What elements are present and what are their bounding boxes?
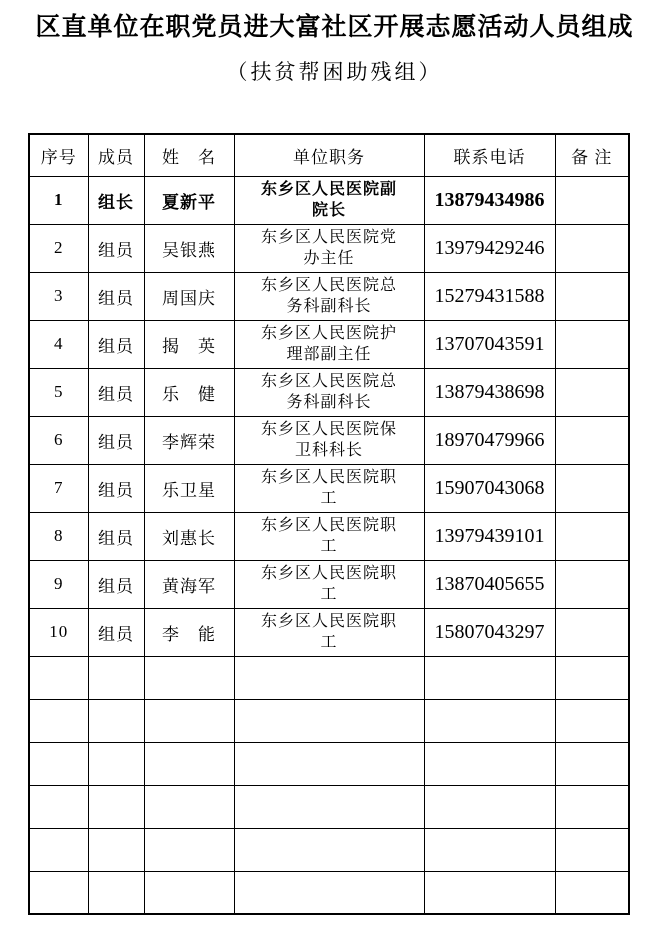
cell-remark (555, 272, 629, 320)
empty-table-row (29, 742, 629, 785)
empty-cell (234, 785, 424, 828)
empty-cell (29, 699, 88, 742)
empty-cell (555, 742, 629, 785)
cell-no: 1 (29, 176, 88, 224)
column-header-phone: 联系电话 (424, 134, 555, 176)
cell-name: 李 能 (144, 608, 234, 656)
empty-cell (88, 871, 144, 914)
cell-phone: 13870405655 (424, 560, 555, 608)
cell-remark (555, 464, 629, 512)
cell-no: 10 (29, 608, 88, 656)
cell-no: 3 (29, 272, 88, 320)
cell-phone: 18970479966 (424, 416, 555, 464)
empty-cell (29, 656, 88, 699)
cell-name: 李辉荣 (144, 416, 234, 464)
cell-role: 组员 (88, 272, 144, 320)
empty-cell (88, 699, 144, 742)
empty-cell (234, 699, 424, 742)
cell-no: 9 (29, 560, 88, 608)
cell-name: 揭 英 (144, 320, 234, 368)
empty-cell (424, 742, 555, 785)
cell-name: 刘惠长 (144, 512, 234, 560)
table-row (29, 320, 629, 368)
table-row (29, 368, 629, 416)
cell-remark (555, 224, 629, 272)
roster-table (28, 133, 630, 915)
table-row (29, 272, 629, 320)
table-row (29, 464, 629, 512)
cell-role: 组员 (88, 560, 144, 608)
empty-table-row (29, 656, 629, 699)
column-header-position: 单位职务 (234, 134, 424, 176)
cell-name: 周国庆 (144, 272, 234, 320)
empty-cell (88, 828, 144, 871)
table-row (29, 416, 629, 464)
table-header-row (29, 134, 629, 176)
empty-cell (29, 742, 88, 785)
empty-cell (234, 871, 424, 914)
cell-role: 组员 (88, 512, 144, 560)
cell-name: 乐 健 (144, 368, 234, 416)
empty-table-row (29, 871, 629, 914)
cell-no: 7 (29, 464, 88, 512)
empty-cell (29, 871, 88, 914)
cell-phone: 13879434986 (424, 176, 555, 224)
cell-role: 组员 (88, 416, 144, 464)
table-row (29, 608, 629, 656)
empty-cell (144, 699, 234, 742)
cell-role: 组员 (88, 320, 144, 368)
cell-role: 组长 (88, 176, 144, 224)
cell-remark (555, 560, 629, 608)
cell-remark (555, 416, 629, 464)
empty-cell (88, 785, 144, 828)
empty-cell (424, 828, 555, 871)
cell-name: 吴银燕 (144, 224, 234, 272)
empty-cell (424, 699, 555, 742)
empty-cell (234, 828, 424, 871)
column-header-name: 姓 名 (144, 134, 234, 176)
cell-phone: 15807043297 (424, 608, 555, 656)
cell-role: 组员 (88, 224, 144, 272)
cell-position: 东乡区人民医院护理部副主任 (234, 320, 424, 368)
empty-cell (144, 871, 234, 914)
cell-phone: 13979429246 (424, 224, 555, 272)
cell-position: 东乡区人民医院党办主任 (234, 224, 424, 272)
cell-phone: 13707043591 (424, 320, 555, 368)
empty-cell (234, 656, 424, 699)
empty-cell (555, 699, 629, 742)
cell-role: 组员 (88, 464, 144, 512)
empty-cell (555, 828, 629, 871)
cell-position: 东乡区人民医院保卫科科长 (234, 416, 424, 464)
cell-no: 2 (29, 224, 88, 272)
empty-cell (29, 828, 88, 871)
table-body (29, 176, 629, 914)
empty-cell (555, 871, 629, 914)
page-title: 区直单位在职党员进大富社区开展志愿活动人员组成 (35, 14, 634, 41)
empty-table-row (29, 785, 629, 828)
empty-cell (144, 828, 234, 871)
cell-name: 乐卫星 (144, 464, 234, 512)
cell-phone: 15907043068 (424, 464, 555, 512)
empty-table-row (29, 699, 629, 742)
cell-phone: 15279431588 (424, 272, 555, 320)
cell-phone: 13879438698 (424, 368, 555, 416)
empty-cell (555, 785, 629, 828)
cell-role: 组员 (88, 368, 144, 416)
cell-no: 8 (29, 512, 88, 560)
cell-name: 夏新平 (144, 176, 234, 224)
cell-position: 东乡区人民医院职工 (234, 560, 424, 608)
cell-position: 东乡区人民医院总务科副科长 (234, 272, 424, 320)
empty-cell (144, 785, 234, 828)
cell-position: 东乡区人民医院职工 (234, 608, 424, 656)
empty-cell (234, 742, 424, 785)
empty-cell (555, 656, 629, 699)
empty-cell (424, 871, 555, 914)
table-row (29, 176, 629, 224)
empty-cell (144, 742, 234, 785)
empty-cell (144, 656, 234, 699)
cell-name: 黄海军 (144, 560, 234, 608)
cell-no: 4 (29, 320, 88, 368)
table-row (29, 560, 629, 608)
cell-position: 东乡区人民医院职工 (234, 512, 424, 560)
cell-remark (555, 368, 629, 416)
cell-role: 组员 (88, 608, 144, 656)
page-subtitle: （扶贫帮困助残组） (226, 60, 443, 84)
cell-remark (555, 176, 629, 224)
cell-remark (555, 608, 629, 656)
empty-cell (424, 656, 555, 699)
column-header-role: 成员 (88, 134, 144, 176)
cell-remark (555, 320, 629, 368)
table-row (29, 512, 629, 560)
column-header-remark: 备 注 (555, 134, 629, 176)
column-header-no: 序号 (29, 134, 88, 176)
cell-position: 东乡区人民医院总务科副科长 (234, 368, 424, 416)
empty-table-row (29, 828, 629, 871)
cell-no: 6 (29, 416, 88, 464)
empty-cell (88, 742, 144, 785)
cell-position: 东乡区人民医院职工 (234, 464, 424, 512)
empty-cell (424, 785, 555, 828)
empty-cell (29, 785, 88, 828)
empty-cell (88, 656, 144, 699)
cell-remark (555, 512, 629, 560)
cell-position: 东乡区人民医院副院长 (234, 176, 424, 224)
table-row (29, 224, 629, 272)
cell-phone: 13979439101 (424, 512, 555, 560)
cell-no: 5 (29, 368, 88, 416)
